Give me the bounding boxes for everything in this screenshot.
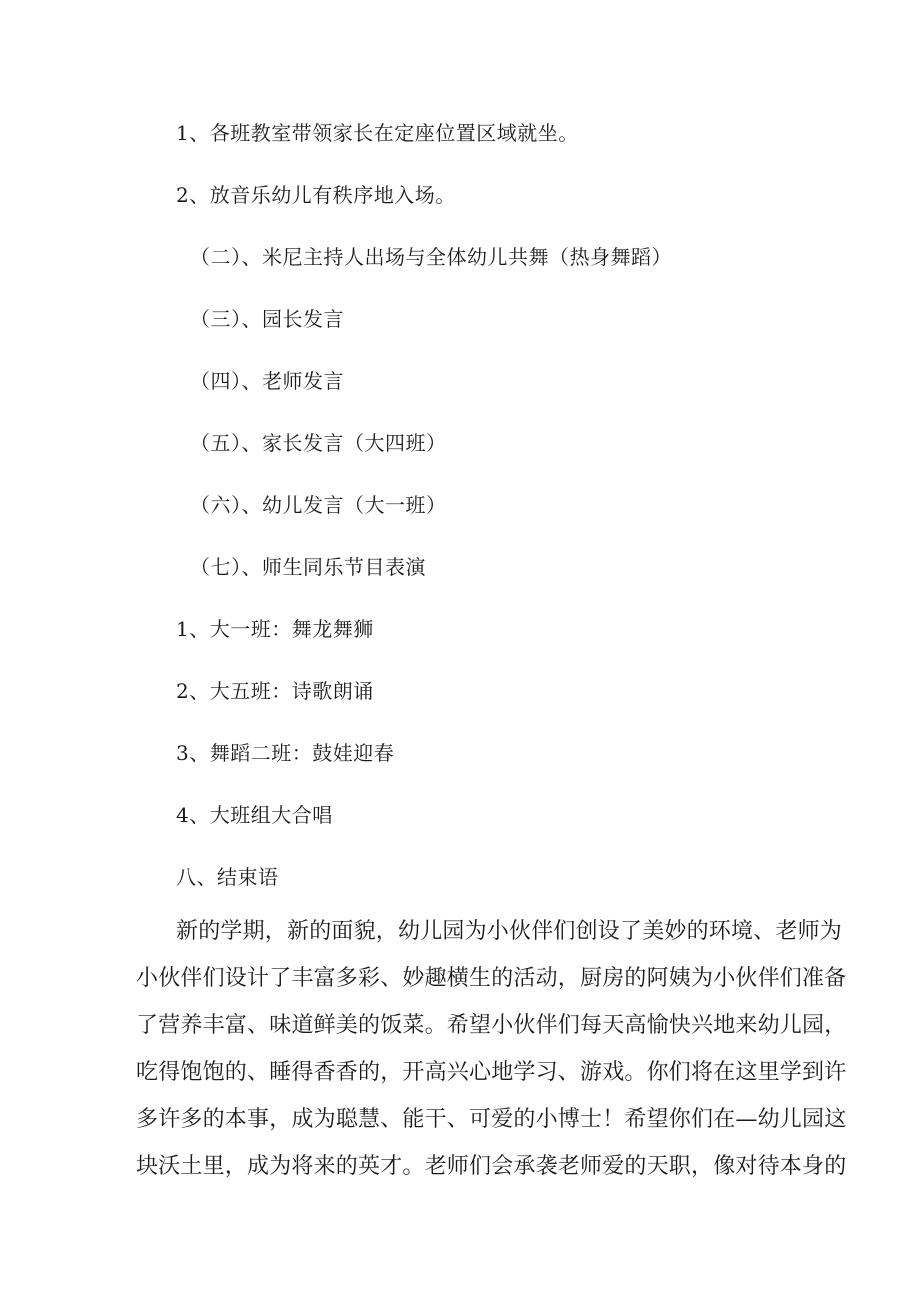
section-heading: （二）、米尼主持人出场与全体幼儿共舞（热身舞蹈） [190,245,672,269]
paragraph-line: 块沃土里，成为将来的英才。老师们会承袭老师爱的天职，像对待本身的 [136,1154,847,1179]
list-item: 1、各班教室带领家长在定座位置区域就坐。 [176,121,579,145]
section-heading: （七）、师生同乐节目表演 [190,555,426,579]
list-item: 2、大五班：诗歌朗诵 [176,679,374,703]
section-heading: （三）、园长发言 [190,307,344,331]
paragraph-line: 小伙伴们设计了丰富多彩、妙趣横生的活动，厨房的阿姨为小伙伴们准备 [136,966,847,991]
section-heading: （四）、老师发言 [190,369,344,393]
section-heading: （五）、家长发言（大四班） [190,431,447,455]
list-item: 3、舞蹈二班：鼓娃迎春 [176,741,395,765]
paragraph-line: 了营养丰富、味道鲜美的饭菜。希望小伙伴们每天高愉快兴地来幼儿园， [136,1013,847,1038]
paragraph-line: 吃得饱饱的、睡得香香的，开高兴心地学习、游戏。你们将在这里学到许 [136,1060,847,1085]
section-heading: （六）、幼儿发言（大一班） [190,493,447,517]
list-item: 4、大班组大合唱 [176,803,333,827]
paragraph-line: 多许多的本事，成为聪慧、能干、可爱的小博士！希望你们在—幼儿园这 [136,1107,847,1132]
closing-paragraph [136,908,847,1190]
paragraph-line: 新的学期，新的面貌，幼儿园为小伙伴们创设了美妙的环境、老师为 [176,919,843,944]
list-item: 2、放音乐幼儿有秩序地入场。 [176,183,456,207]
section-heading: 八、结束语 [176,865,279,889]
list-item: 1、大一班：舞龙舞狮 [176,617,374,641]
